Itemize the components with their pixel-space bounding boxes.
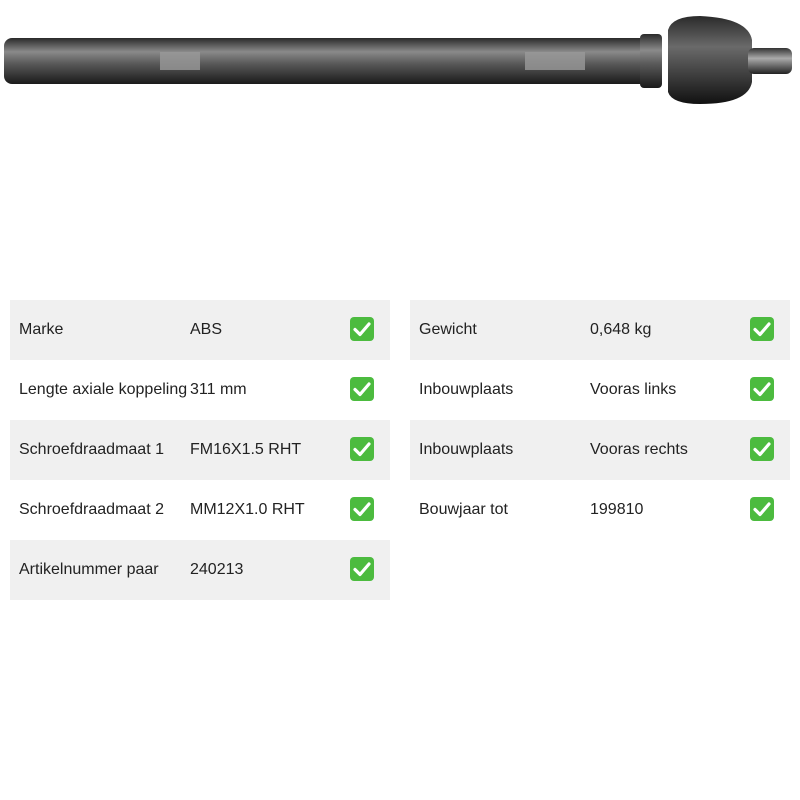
spec-row (410, 420, 790, 480)
check-icon (349, 436, 375, 462)
check-icon (749, 316, 775, 342)
check-icon (749, 376, 775, 402)
check-icon (749, 496, 775, 522)
spec-row (410, 360, 790, 420)
spec-row (410, 300, 790, 360)
spec-value: 240213 (190, 561, 244, 578)
spec-value: FM16X1.5 RHT (190, 441, 302, 458)
spec-value: Vooras links (590, 381, 677, 398)
spec-row (10, 540, 390, 600)
spec-value: MM12X1.0 RHT (190, 501, 305, 518)
check-icon (349, 316, 375, 342)
spec-value: ABS (190, 321, 223, 338)
spec-table-right (410, 300, 790, 540)
spec-table-left (10, 300, 390, 600)
spec-row (10, 360, 390, 420)
spec-value: 0,648 kg (590, 321, 652, 338)
spec-label: Artikelnummer paar (19, 561, 159, 578)
check-icon (349, 376, 375, 402)
spec-label: Marke (19, 321, 64, 338)
spec-label: Inbouwplaats (419, 381, 514, 398)
spec-label: Lengte axiale koppeling (19, 381, 188, 398)
spec-label: Schroefdraadmaat 2 (19, 501, 164, 518)
spec-label: Gewicht (419, 321, 477, 338)
spec-value: Vooras rechts (590, 441, 688, 458)
check-icon (349, 496, 375, 522)
check-icon (349, 556, 375, 582)
spec-value: 199810 (590, 501, 644, 518)
product-image (0, 0, 800, 120)
spec-label: Schroefdraadmaat 1 (19, 441, 164, 458)
spec-label: Bouwjaar tot (419, 501, 508, 518)
check-icon (749, 436, 775, 462)
spec-row (10, 480, 390, 540)
spec-value: 311 mm (190, 381, 247, 398)
spec-row (410, 480, 790, 540)
spec-row (10, 300, 390, 360)
spec-label: Inbouwplaats (419, 441, 514, 458)
spec-row (10, 420, 390, 480)
